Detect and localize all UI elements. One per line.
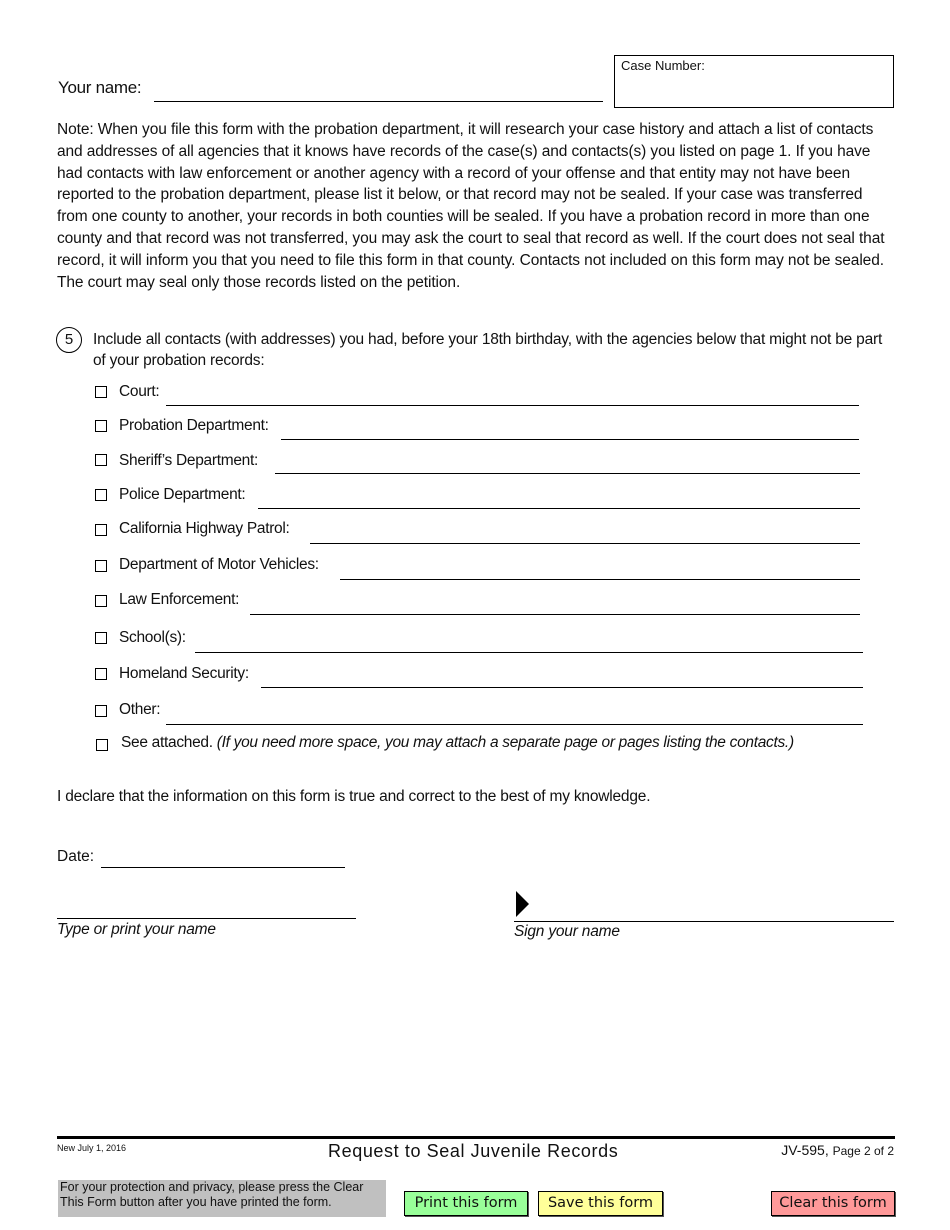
sheriffs-department-field[interactable] [275,473,860,474]
homeland-security-label: Homeland Security: [119,665,249,682]
save-form-button[interactable]: Save this form [538,1191,663,1216]
other-label: Other: [119,701,161,718]
see-attached-label: See attached. [121,734,213,751]
probation-department-label: Probation Department: [119,417,269,434]
probation-department-field[interactable] [281,439,859,440]
schools-checkbox[interactable] [95,632,107,644]
law-enforcement-checkbox[interactable] [95,595,107,607]
see-attached-note: (If you need more space, you may attach a separate page or pages listing the contacts.) [216,734,794,751]
court-label: Court: [119,383,160,400]
case-number-field[interactable] [614,55,894,108]
case-number-label: Case Number: [621,58,705,73]
type-name-field[interactable] [57,918,356,919]
sign-here-arrow-icon [516,891,529,917]
law-enforcement-label: Law Enforcement: [119,591,240,608]
form-number: JV-595, [781,1142,829,1158]
other-field[interactable] [166,724,863,725]
section-5-instructions: Include all contacts (with addresses) you had, before your 18th birthday, with the agencies below that might not be part of your probation records: [93,331,883,369]
note-paragraph: Note: When you file this form with the probation department, it will research your case history and attach a list of contacts and addresses of all agencies that it knows have records of the case(s) and contacts(s) you listed on page 1. If you have had contacts with law enforcement or another agency with a record of your offense and that entity may not have been reported to the probation department, please list it below, or that record may not be sealed. If your case was transferred from one county to another, your records in both counties will be sealed. If you have a probation record in more than one county and that record was not transferred, you may ask the court to seal that record as well. If the court does not seal that record, it will inform you that you need to file this form in that county. Contacts not included on this form may not be sealed. The court may seal only those records listed on the petition. [57,121,885,291]
your-name-label: Your name: [58,78,142,97]
signature-field[interactable] [514,921,894,922]
schools-field[interactable] [195,652,863,653]
court-checkbox[interactable] [95,386,107,398]
dmv-field[interactable] [340,579,860,580]
california-highway-patrol-checkbox[interactable] [95,524,107,536]
california-highway-patrol-label: California Highway Patrol: [119,520,290,537]
footer-rule [57,1136,895,1139]
type-name-label: Type or print your name [57,921,216,938]
schools-label: School(s): [119,629,186,646]
declaration-text: I declare that the information on this form is true and correct to the best of my knowledge. [57,788,651,805]
homeland-security-field[interactable] [261,687,863,688]
see-attached-row [121,734,794,752]
your-name-field[interactable] [154,101,603,102]
revision-date: New July 1, 2016 [57,1143,127,1153]
see-attached-checkbox[interactable] [96,739,108,751]
police-department-label: Police Department: [119,486,246,503]
date-field[interactable] [101,867,345,868]
dmv-checkbox[interactable] [95,560,107,572]
privacy-note: For your protection and privacy, please press the Clear This Form button after you have printed the form. [58,1180,386,1217]
california-highway-patrol-field[interactable] [310,543,860,544]
other-checkbox[interactable] [95,705,107,717]
page-indicator: Page 2 of 2 [832,1144,894,1158]
police-department-checkbox[interactable] [95,489,107,501]
court-field[interactable] [166,405,859,406]
police-department-field[interactable] [258,508,860,509]
form-title: Request to Seal Juvenile Records [328,1141,619,1161]
law-enforcement-field[interactable] [250,614,860,615]
sheriffs-department-checkbox[interactable] [95,454,107,466]
probation-department-checkbox[interactable] [95,420,107,432]
form-number-block [781,1142,894,1158]
section-number-5: 5 [56,327,82,353]
print-form-button[interactable]: Print this form [404,1191,528,1216]
sign-name-label: Sign your name [514,923,620,940]
homeland-security-checkbox[interactable] [95,668,107,680]
sheriffs-department-label: Sheriff’s Department: [119,452,259,469]
dmv-label: Department of Motor Vehicles: [119,556,319,573]
clear-form-button[interactable]: Clear this form [771,1191,895,1216]
date-label: Date: [57,848,95,865]
